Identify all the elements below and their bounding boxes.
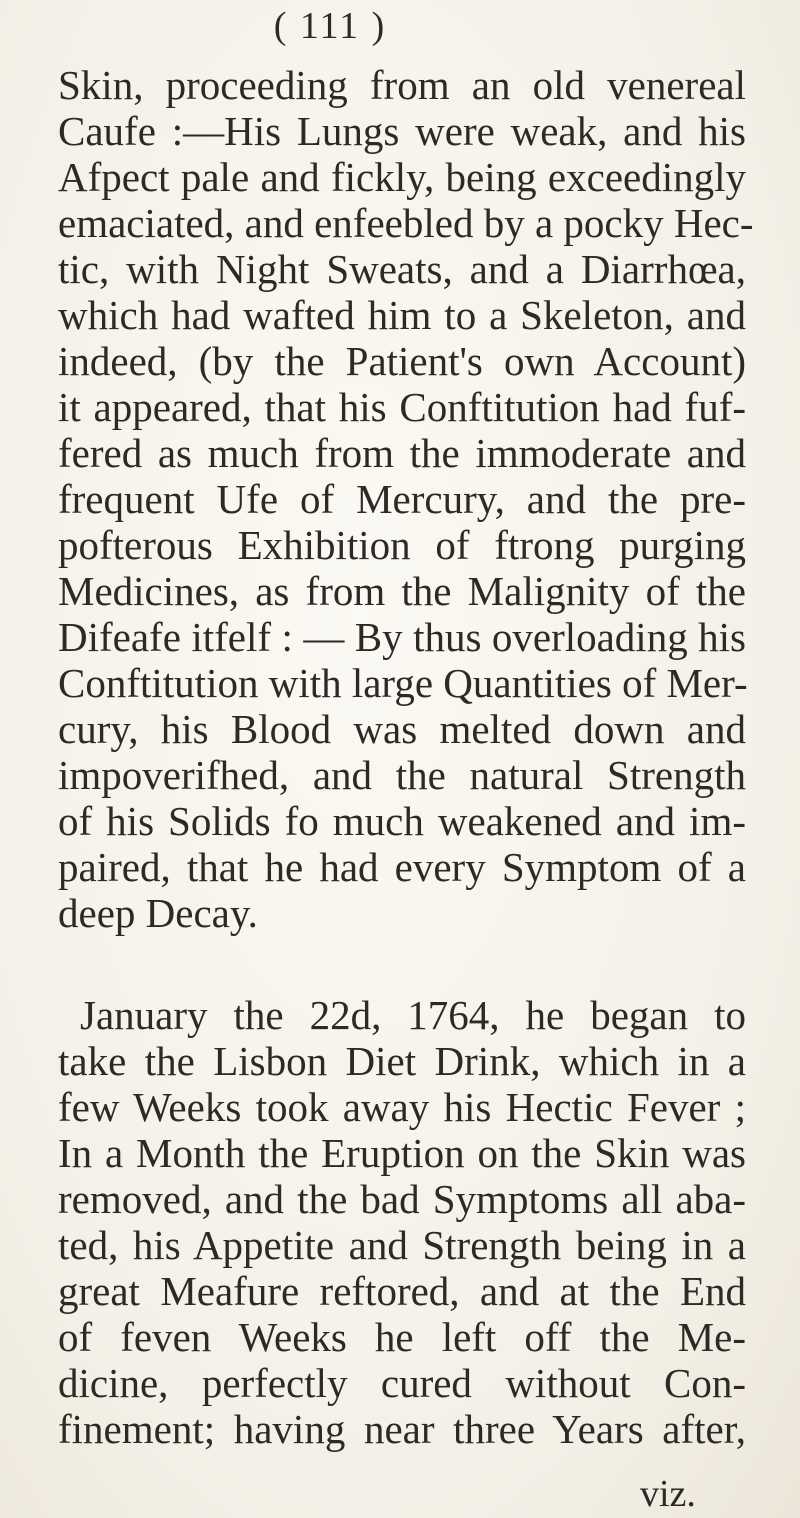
text-line: Skin, proceeding from an old venereal xyxy=(58,62,746,108)
text-line: emaciated, and enfeebled by a pocky Hec- xyxy=(58,200,754,246)
text-line: take the Lisbon Diet Drink, which in a xyxy=(58,1038,746,1084)
text-line: paired, that he had every Symptom of a xyxy=(58,844,746,890)
text-line: it appeared, that his Conftitution had fuf- xyxy=(58,384,746,430)
text-line: removed, and the bad Symptoms all aba- xyxy=(58,1176,746,1222)
text-line: Conftitution with large Quantities of Mer- xyxy=(58,660,748,706)
text-line: finement; having near three Years after, xyxy=(58,1406,746,1452)
text-line: few Weeks took away his Hectic Fever ; xyxy=(58,1084,746,1130)
text-line: Difeafe itfelf : — By thus overloading his xyxy=(58,614,746,660)
text-line: frequent Ufe of Mercury, and the pre- xyxy=(58,476,746,522)
text-line: of feven Weeks he left off the Me- xyxy=(58,1314,746,1360)
text-line: cury, his Blood was melted down and xyxy=(58,706,746,752)
paragraph-1 xyxy=(58,62,754,936)
text-line: of his Solids fo much weakened and im- xyxy=(58,798,746,844)
text-line: which had wafted him to a Skeleton, and xyxy=(58,292,746,338)
page-header: ( 111 ) xyxy=(273,5,387,47)
catchword: viz. xyxy=(640,1473,696,1515)
text-line: Afpect pale and fickly, being exceedingly xyxy=(58,154,746,200)
body-text xyxy=(58,62,754,1452)
paragraph-2 xyxy=(58,992,746,1452)
text-line: deep Decay. xyxy=(58,890,258,936)
text-line: impoverifhed, and the natural Strength xyxy=(58,752,746,798)
text-line: indeed, (by the Patient's own Account) xyxy=(58,338,746,384)
text-line: tic, with Night Sweats, and a Diarrhœa, xyxy=(58,246,746,292)
text-line: pofterous Exhibition of ftrong purging xyxy=(58,522,746,568)
text-line: fered as much from the immoderate and xyxy=(58,430,746,476)
text-line: ted, his Appetite and Strength being in a xyxy=(58,1222,746,1268)
text-line: great Meafure reftored, and at the End xyxy=(58,1268,746,1314)
paragraph-gap xyxy=(58,936,746,992)
text-line: In a Month the Eruption on the Skin was xyxy=(58,1130,746,1176)
text-line: dicine, perfectly cured without Con- xyxy=(58,1360,746,1406)
text-line: Caufe :—His Lungs were weak, and his xyxy=(58,108,746,154)
text-line: January the 22d, 1764, he began to xyxy=(80,992,746,1038)
text-line: Medicines, as from the Malignity of the xyxy=(58,568,746,614)
